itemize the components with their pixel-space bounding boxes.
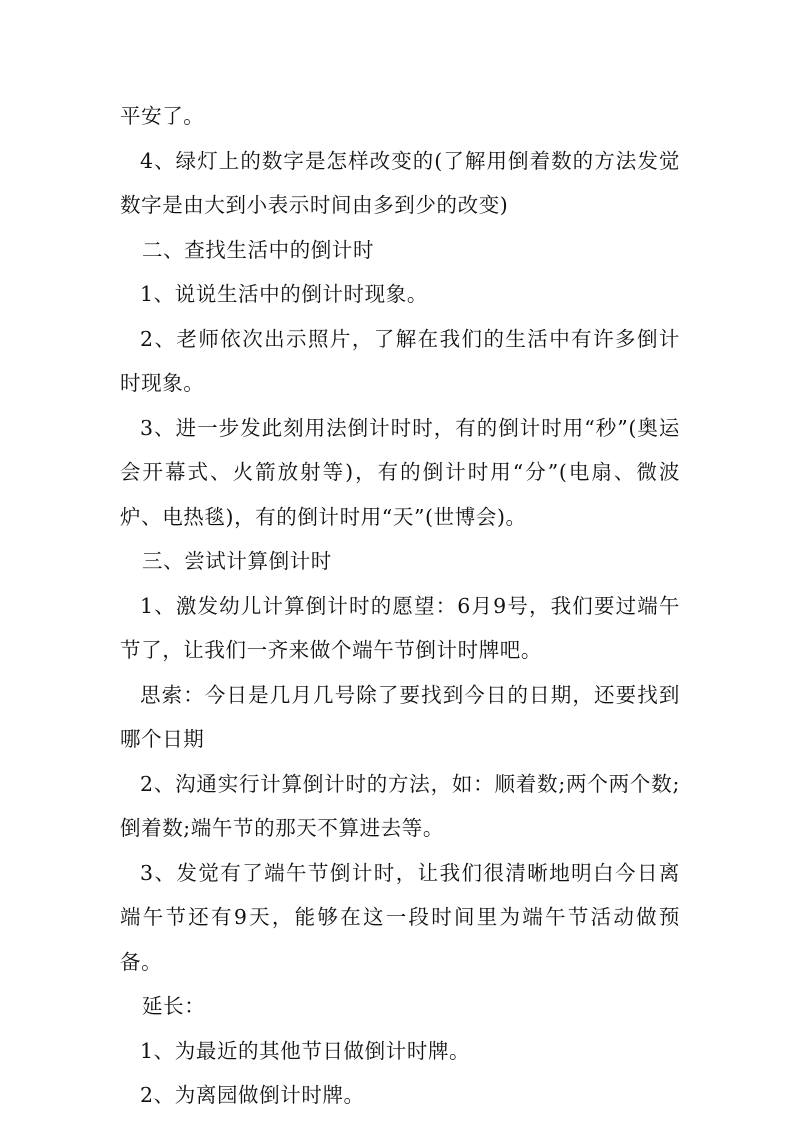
paragraph-item-1: 1、为最近的其他节日做倒计时牌。 <box>140 1038 471 1063</box>
section-heading-extension: 延长： <box>142 994 206 1018</box>
paragraph-item-4: 4、绿灯上的数字是怎样改变的(了解用倒着数的方法发觉数字是由大到小表示时间由多到少的改变) <box>120 148 680 217</box>
paragraph-item-2: 2、为离园做倒计时牌。 <box>140 1083 365 1107</box>
paragraph-continuation: 平安了。 <box>120 104 205 128</box>
paragraph-item-2: 2、老师依次出示照片，了解在我们的生活中有许多倒计时现象。 <box>120 326 680 395</box>
section-heading-3: 三、尝试计算倒计时 <box>142 549 332 573</box>
section-heading-2: 二、查找生活中的倒计时 <box>142 237 375 262</box>
paragraph-item-1: 1、说说生活中的倒计时现象。 <box>140 282 428 306</box>
paragraph-item-2: 2、沟通实行计算倒计时的方法，如：顺着数;两个两个数;倒着数;端午节的那天不算进去等。 <box>120 771 680 840</box>
paragraph-item-3: 3、进一步发此刻用法倒计时时，有的倒计时用“秒”(奥运会开幕式、火箭放射等)，有的倒计时用“分”(电扇、微波炉、电热毯)，有的倒计时用“天”(世博会)。 <box>120 415 680 529</box>
paragraph-think: 思索：今日是几月几号除了要找到今日的日期，还要找到哪个日期 <box>120 682 680 751</box>
paragraph-item-1: 1、激发幼儿计算倒计时的愿望：6月9号，我们要过端午节了，让我们一齐来做个端午节倒计时牌吧。 <box>120 593 680 662</box>
document-body <box>120 94 680 1118</box>
paragraph-item-3: 3、发觉有了端午节倒计时，让我们很清晰地明白今日离端午节还有9天，能够在这一段时间里为端午节活动做预备。 <box>120 860 680 974</box>
